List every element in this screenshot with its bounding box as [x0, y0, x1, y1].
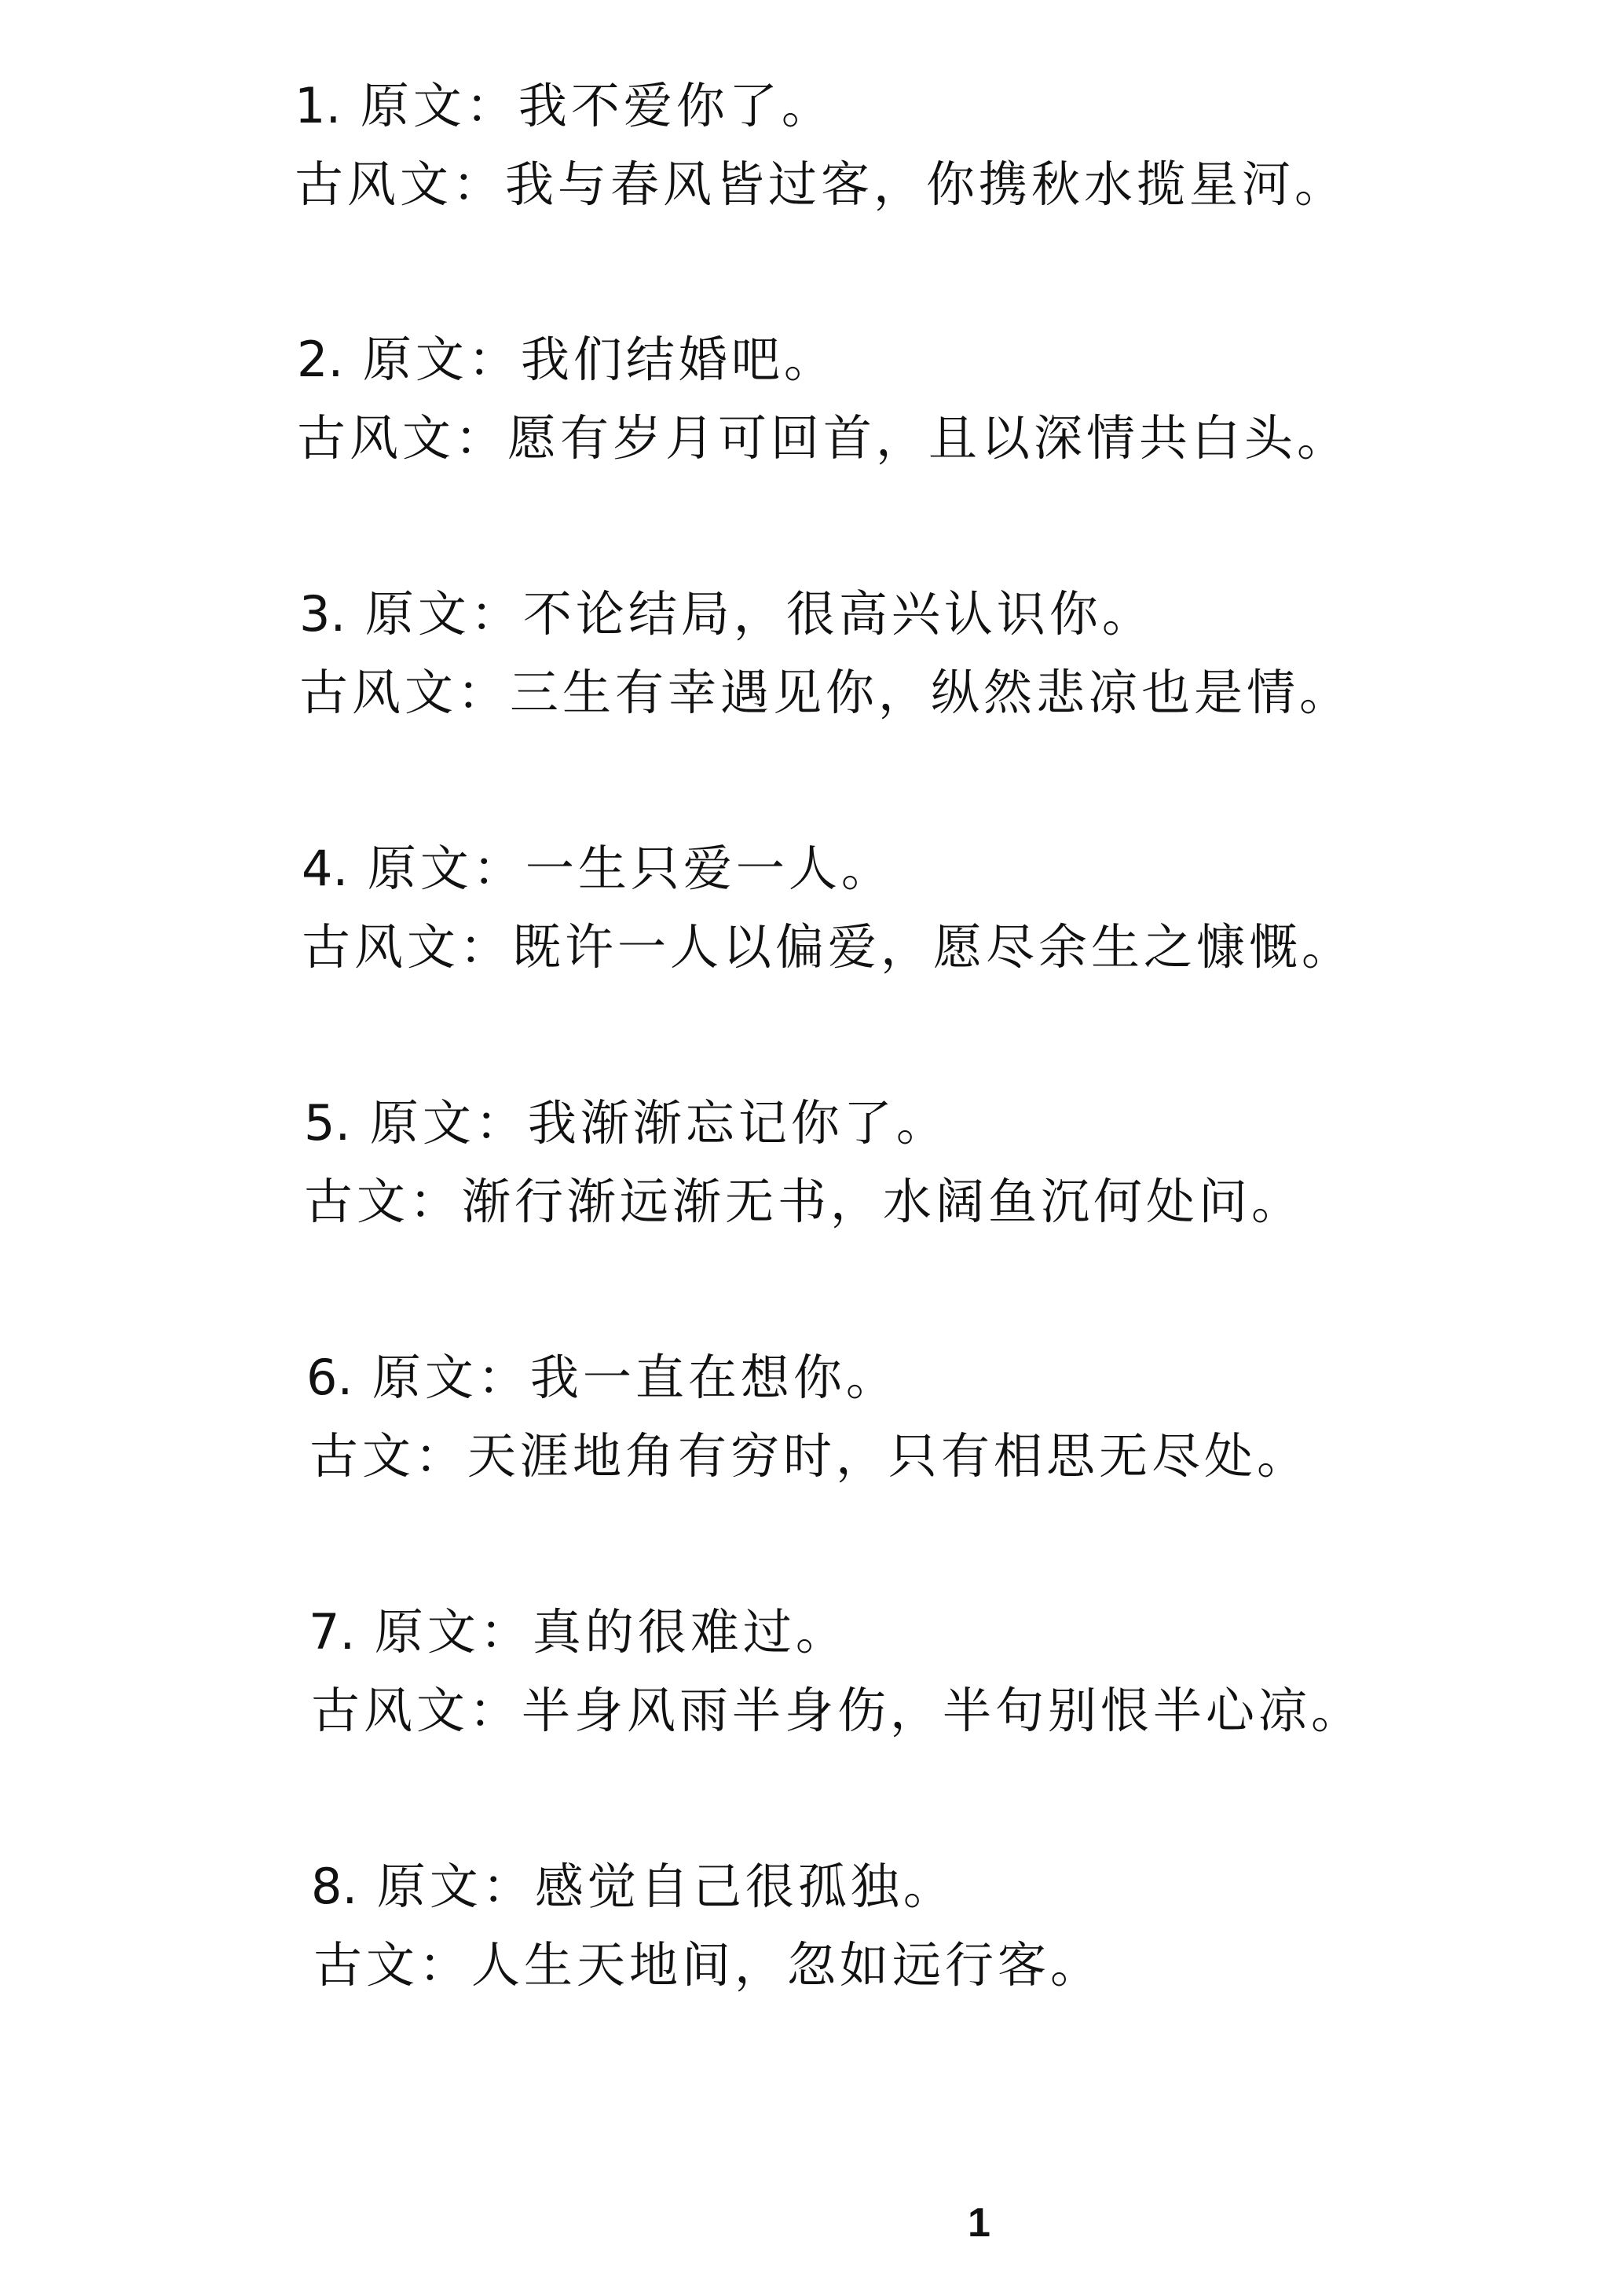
entry-translation: 古文：渐行渐远渐无书，水阔鱼沉何处问。	[304, 1173, 1305, 1230]
entry-original-text: 原文：我渐渐忘记你了。	[369, 1094, 949, 1152]
entry-number: 1.	[295, 77, 342, 134]
entry-original	[304, 1092, 949, 1155]
entry-original	[309, 1601, 848, 1664]
entry-original-text: 原文：我不爱你了。	[360, 77, 834, 134]
entry-original-text: 原文：我一直在想你。	[372, 1349, 899, 1406]
entry-translation: 古文：人生天地间，忽如远行客。	[313, 1936, 1104, 1994]
entry-original	[302, 837, 894, 900]
entry-number: 5.	[304, 1094, 351, 1152]
entry-original	[311, 1855, 956, 1918]
entry-number: 4.	[302, 840, 349, 897]
entry-number: 2.	[297, 331, 344, 388]
entry-number: 6.	[306, 1349, 353, 1406]
entry-original	[299, 583, 1155, 646]
entry-translation: 古风文：三生有幸遇见你，纵然悲凉也是情。	[299, 664, 1353, 721]
entry-number: 8.	[311, 1858, 358, 1915]
entry-number: 3.	[299, 585, 346, 643]
entry-translation: 古文：天涯地角有穷时，只有相思无尽处。	[309, 1427, 1310, 1485]
entry-original-text: 原文：一生只爱一人。	[367, 840, 894, 897]
page-number: 1	[968, 2200, 990, 2246]
entry-translation: 古风文：我与春风皆过客，你携秋水揽星河。	[295, 156, 1348, 213]
entry-original	[306, 1346, 899, 1409]
entry-original-text: 原文：感觉自己很孤独。	[376, 1858, 956, 1915]
entry-original	[295, 75, 834, 137]
entry-translation: 古风文：愿有岁月可回首，且以深情共白头。	[297, 409, 1350, 467]
entry-original	[297, 328, 837, 391]
entry-original-text: 原文：真的很难过。	[374, 1603, 848, 1661]
entry-number: 7.	[309, 1603, 356, 1661]
entry-original-text: 原文：我们结婚吧。	[362, 331, 837, 388]
entry-original-text: 原文：不论结局，很高兴认识你。	[364, 585, 1155, 643]
entry-translation: 古风文：既许一人以偏爱，愿尽余生之慷慨。	[302, 918, 1355, 976]
entry-translation: 古风文：半身风雨半身伤，半句别恨半心凉。	[311, 1682, 1364, 1739]
